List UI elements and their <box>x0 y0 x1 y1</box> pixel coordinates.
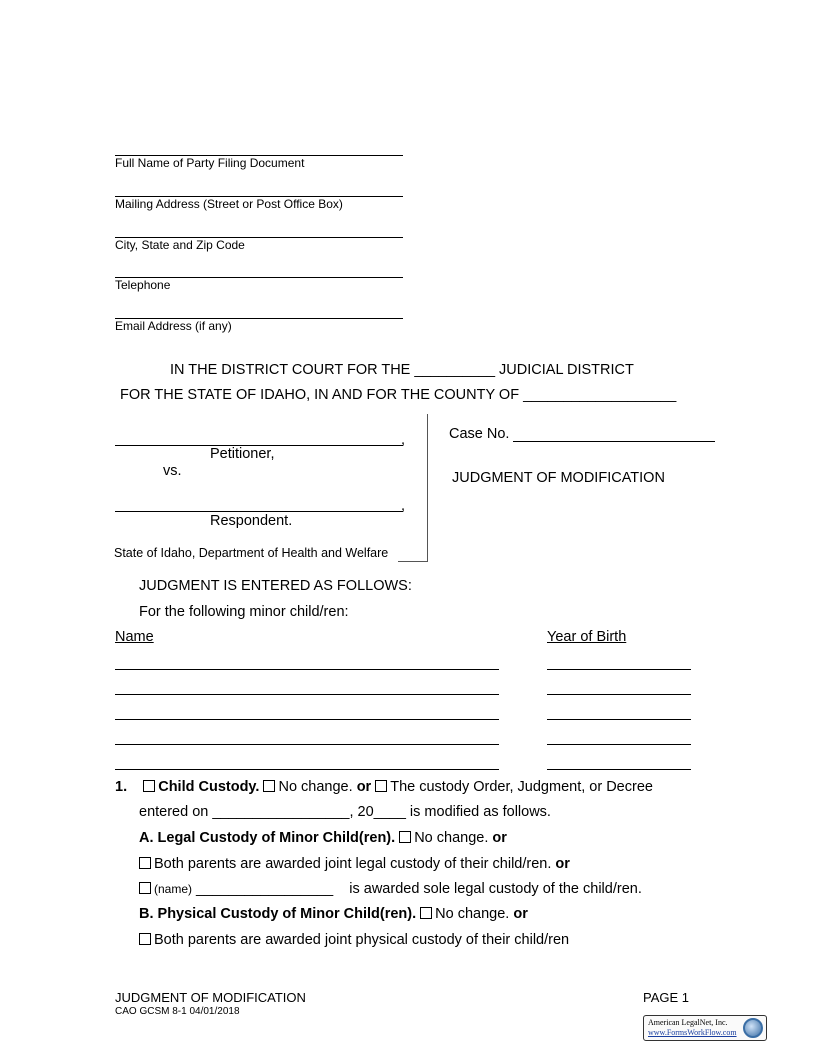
section1-number: 1. <box>115 779 128 795</box>
child-name-line[interactable] <box>115 719 499 720</box>
child-birth-year-line[interactable] <box>547 719 691 720</box>
physical-custody-title: B. Physical Custody of Minor Child(ren). <box>139 906 417 922</box>
joint-legal-checkbox[interactable] <box>139 857 151 869</box>
column-year-of-birth-header: Year of Birth <box>547 629 627 645</box>
or-label: or <box>356 779 372 795</box>
court-heading-line2: FOR THE STATE OF IDAHO, IN AND FOR THE COUNTY OF ___________________ <box>120 387 677 403</box>
child-name-line[interactable] <box>115 669 499 670</box>
child-birth-year-line[interactable] <box>547 669 691 670</box>
respondent-label: Respondent. <box>210 513 293 529</box>
child-name-line[interactable] <box>115 769 499 770</box>
logo-company-name: American LegalNet, Inc. <box>648 1018 728 1027</box>
custody-modified-checkbox[interactable] <box>375 780 387 792</box>
legal-custody-row <box>139 830 507 846</box>
petitioner-comma: , <box>401 432 406 448</box>
agency-label: State of Idaho, Department of Health and Welfare <box>114 546 389 560</box>
children-intro: For the following minor child/ren: <box>139 604 349 620</box>
joint-legal-label: Both parents are awarded joint legal custody of their child/ren. <box>154 856 552 872</box>
joint-physical-row <box>139 932 569 948</box>
versus-label: vs. <box>163 463 182 479</box>
custody-no-change-checkbox[interactable] <box>263 780 275 792</box>
child-birth-year-line[interactable] <box>547 744 691 745</box>
document-title: JUDGMENT OF MODIFICATION <box>452 470 665 486</box>
mailing-address-label: Mailing Address (Street or Post Office Box) <box>115 197 343 211</box>
legal-custody-title: A. Legal Custody of Minor Child(ren). <box>139 830 396 846</box>
city-state-zip-label: City, State and Zip Code <box>115 238 245 252</box>
sole-legal-name-hint: (name) <box>154 882 193 896</box>
respondent-comma: , <box>401 498 406 514</box>
joint-legal-row <box>139 856 570 872</box>
footer-form-id: CAO GCSM 8-1 04/01/2018 <box>115 1006 240 1017</box>
case-number-line[interactable] <box>513 441 715 442</box>
judgment-heading: JUDGMENT IS ENTERED AS FOLLOWS: <box>139 578 412 594</box>
child-name-line[interactable] <box>115 694 499 695</box>
petitioner-label: Petitioner, <box>210 446 275 462</box>
joint-physical-checkbox[interactable] <box>139 933 151 945</box>
joint-physical-label: Both parents are awarded joint physical custody of their child/ren <box>154 932 570 948</box>
child-birth-year-line[interactable] <box>547 694 691 695</box>
full-name-label: Full Name of Party Filing Document <box>115 156 305 170</box>
or-label: or <box>555 856 570 872</box>
caption-bottom-rule <box>398 561 428 562</box>
legal-no-change-checkbox[interactable] <box>399 831 411 843</box>
child-name-line[interactable] <box>115 744 499 745</box>
physical-no-change-label: No change. <box>435 906 510 922</box>
telephone-label: Telephone <box>115 278 171 292</box>
globe-icon <box>743 1018 763 1038</box>
physical-custody-row <box>139 906 528 922</box>
custody-order-label: The custody Order, Judgment, or Decree <box>390 779 653 795</box>
sole-legal-checkbox[interactable] <box>139 882 151 894</box>
child-custody-title: Child Custody. <box>158 779 260 795</box>
case-number-label: Case No. <box>449 426 510 442</box>
footer-title: JUDGMENT OF MODIFICATION <box>115 990 306 1005</box>
sole-legal-name-blank[interactable]: _________________ <box>196 881 334 897</box>
logo-website[interactable]: www.FormsWorkFlow.com <box>648 1028 737 1037</box>
column-name-header: Name <box>115 629 154 645</box>
section1-row <box>115 779 653 795</box>
physical-no-change-checkbox[interactable] <box>420 907 432 919</box>
court-heading-line1: IN THE DISTRICT COURT FOR THE __________ JUDICIAL DISTRICT <box>170 362 634 378</box>
custody-no-change-label: No change. <box>278 779 353 795</box>
child-custody-checkbox[interactable] <box>143 780 155 792</box>
publisher-logo <box>643 1015 767 1041</box>
caption-divider <box>427 414 428 561</box>
sole-legal-row <box>139 881 642 897</box>
child-birth-year-line[interactable] <box>547 769 691 770</box>
or-label: or <box>513 906 528 922</box>
footer-page-number: PAGE 1 <box>643 990 690 1005</box>
entered-on-row: entered on _________________, 20____ is modified as follows. <box>139 804 551 820</box>
sole-legal-label: is awarded sole legal custody of the child/ren. <box>349 881 642 897</box>
legal-no-change-label: No change. <box>414 830 489 846</box>
email-label: Email Address (if any) <box>115 319 232 333</box>
respondent-line[interactable] <box>115 511 403 512</box>
or-label: or <box>492 830 507 846</box>
